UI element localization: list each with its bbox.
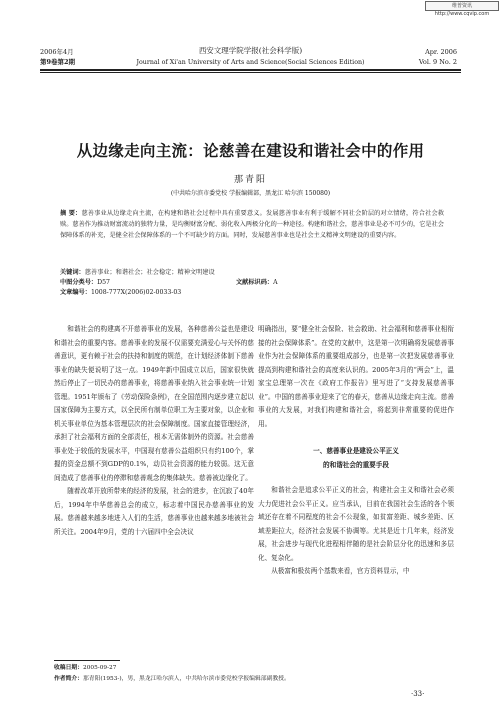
right-paragraph-1: 明确指出，要“健全社会保险、社会救助、社会福利和慈善事业相衔接的社会保障体系”。在党的文献中，这是第一次明确将发展慈善事业作为社会保障体系的重要组成部分，也是第一次把发展慈善事业提高到构建和谐社会的高度来认识的。2005年3月的“两会”上，温家宝总理第一次在《政府工作报告》里写进了“支持发展慈善事业”。中国的慈善事业迎来了它的春天，慈善从边缘走向主流。慈善事业的大发展，对我们构建和谐社会，将起到非常重要的促进作用。 [258,325,454,428]
header-date: 2006年4月 [40,48,74,56]
author-affiliation: (中共哈尔滨市委党校 学报编辑部，黑龙江 哈尔滨 150080) [170,190,331,197]
header-date-en: Apr. 2006 [425,48,457,56]
right-paragraph-3: 从极富和极贫两个基数来看，官方资料显示，中 [271,567,410,575]
section-heading-line-2: 的和谐社会的重要手段 [323,460,389,469]
article-title: 从边缘走向主流：论慈善在建设和谐社会中的作用 [76,141,425,160]
author-bio [54,674,290,685]
author-bio-label: 作者简介： [54,676,83,682]
keywords-label: 关键词： [60,269,85,276]
page-number: ·33· [411,690,425,698]
abstract-text: 慈善事业从边缘走向主流，在构建和谐社会过程中具有重要意义。发展慈善事业有利于缓解不同社会阶层的对立情绪，符合社会救赎。慈善作为推动财富流动的独特力量，是均衡财富分配、弱化收入两极分化的一种途径。构建和谐社会，慈善事业是必不可少的，它是社会保障体系的补充，是健全社会保障体系的一个不可缺少的方面。同时，发展慈善事业也是社会主义精神文明建设的重要内容。 [60,210,445,239]
right-paragraph-2: 和谐社会是追求公平正义的社会，构建社会主义和谐社会必须大力促进社会公平正义。应当承认，目前在我国社会生活的各个领域还存在着不同程度的社会不公现象，如贫富差距、城乡差距、区域差距拉大，经济社会发展不协调等。尤其是近十几年来，经济发展，社会进步与现代化进程相伴随的是社会阶层分化的迅速和多层化、复杂化。 [258,486,454,562]
left-paragraph-1: 和谐社会的构建离不开慈善事业的发展，各种慈善公益也是建设和谐社会的重要内容。慈善事业的发展不仅需要充满爱心与关怀的慈善意识，更有赖于社会的扶持和制度的规范，在计划经济体制下慈善事业的缺失便说明了这一点。1949年新中国成立以后，国家很快就然后停止了一切民办的慈善事业，将慈善事业纳入社会事业统一计划管理。1951年颁布了《劳动保险条例》，在全国范围内逐步建立起以国家保障为主要方式，以全民所有制单位职工为主要对象，以企业和机关事业单位为基本管理层次的社会保障制度。国家直接管理经济，承担了社会福利方面的全部责任，根本无需体制外的资源。社会慈善事业处于较低的发展水平，中国现有慈善公益组织只有约100个，掌握的资金总额不到GDP的0.1%，动员社会资源的能力较弱。这无意间造成了慈善事业的停滞和慈善观念的集体缺失。慈善被边缘化了。 [54,325,254,482]
clc-value: D57 [97,279,110,286]
keywords-value: 慈善事业；和谐社会；社会稳定；精神文明建设 [84,269,215,276]
keywords [60,268,215,278]
document-code [236,278,278,288]
header-volume: Vol. 9 No. 2 [418,58,457,66]
author-bio-value: 那青阳(1953-)，男，黑龙江哈尔滨人，中共哈尔滨市委党校学报编辑部副教授。 [83,676,290,682]
body-left-column [54,323,254,539]
abstract-label: 摘 要： [60,210,82,217]
clc-number [60,278,110,288]
doc-code-value: A [273,279,278,286]
abstract [60,209,444,242]
doc-code-label: 文献标识码： [236,279,274,286]
received-value: 2005-09-27 [83,665,117,671]
journal-name-en: Journal of Xi'an University of Arts and Science(Social Sciences Edition) [136,59,365,66]
header-rule-thin [40,72,461,73]
header-rule [40,69,461,71]
received-label: 收稿日期： [54,665,83,671]
clc-label: 中图分类号： [60,279,98,286]
source-watermark: 维普资讯 http://www.cqvip.com [425,1,499,11]
journal-name-cn: 西安文理学院学报(社会科学版) [198,46,303,55]
footnote-rule [54,660,120,661]
article-no-value: 1008-777X(2006)02-0033-03 [90,289,182,296]
article-number [60,288,181,298]
article-no-label: 文章编号： [60,289,91,296]
header-issue: 第9卷第2期 [40,58,76,66]
received-date [54,663,116,674]
body-right-column [258,323,454,579]
section-heading-line-1: 一、慈善事业是建设公平正义 [313,447,399,455]
left-paragraph-2: 随着改革开放所带来的经济的发展，社会的进步，在沉寂了40年后，1994年中华慈善总会的成立，标志着中国民办慈善事业的发展。慈善越来越多地进入人们的生活，慈善事业也越来越多地被社会所关注。2004年9月，党的十六届四中全会决议 [54,487,254,536]
author-name: 那青阳 [233,175,267,185]
